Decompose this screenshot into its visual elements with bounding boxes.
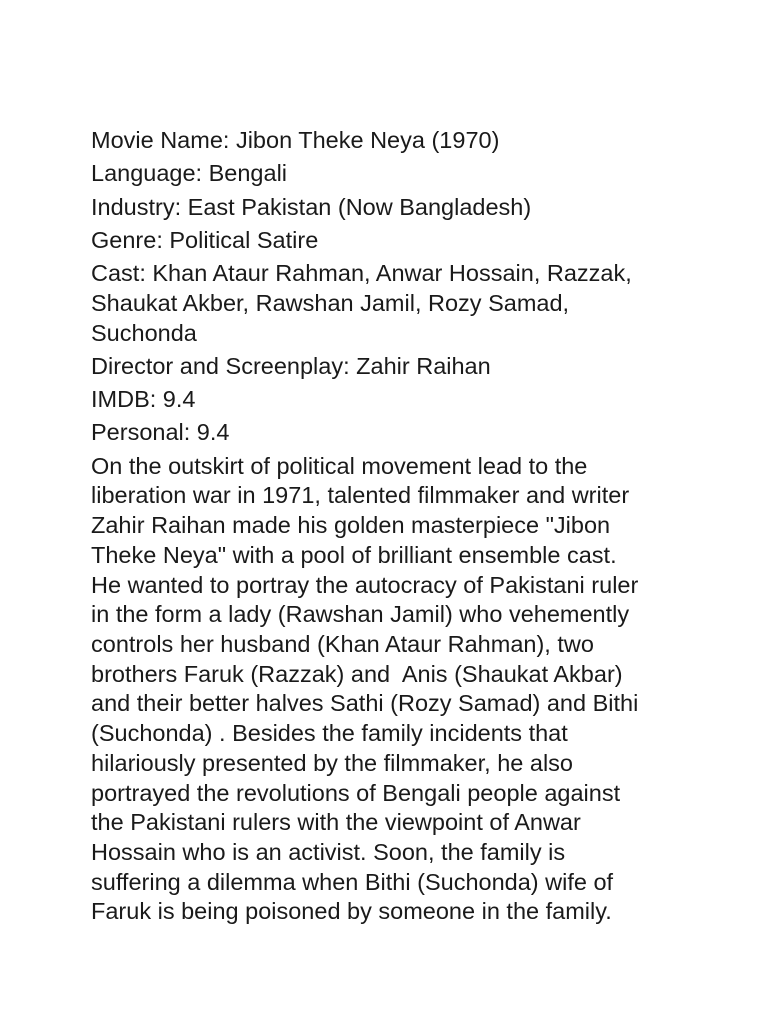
language-line: Language: Bengali [91,160,288,187]
cast-line: Cast: Khan Ataur Rahman, Anwar Hossain, Razzak, Shaukat Akber, Rawshan Jamil, Rozy Samad, Suchonda [91,260,632,346]
director-line: Director and Screenplay: Zahir Raihan [91,352,491,379]
synopsis-paragraph: On the outskirt of political movement lead to the liberation war in 1971, talented filmmaker and writer Zahir Raihan made his golden masterpiece "Jibon Theke Neya" with a pool of brilliant ensemble cast. He wanted to portray the autocracy of Pakistani ruler in the form a lady (Rawshan Jamil) who vehemently controls her husband (Khan Ataur Rahman), two brothers Faruk (Razzak) and Anis (Shaukat Akbar) and their better halves Sathi (Rozy Samad) and Bithi (Suchonda) . Besides the family incidents that hilariously presented by the filmmaker, he also portrayed the revolutions of Bengali people against the Pakistani rulers with the viewpoint of Anwar Hossain who is an activist. Soon, the family is suffering a dilemma when Bithi (Suchonda) wife of Faruk is being poisoned by someone in the family. [91,452,639,925]
movie-name-line: Movie Name: Jibon Theke Neya (1970) [91,127,500,153]
document-page [91,126,691,927]
genre-line: Genre: Political Satire [91,226,319,253]
industry-line: Industry: East Pakistan (Now Bangladesh) [91,193,532,220]
personal-rating-line: Personal: 9.4 [91,419,230,446]
imdb-rating-line: IMDB: 9.4 [91,386,196,413]
